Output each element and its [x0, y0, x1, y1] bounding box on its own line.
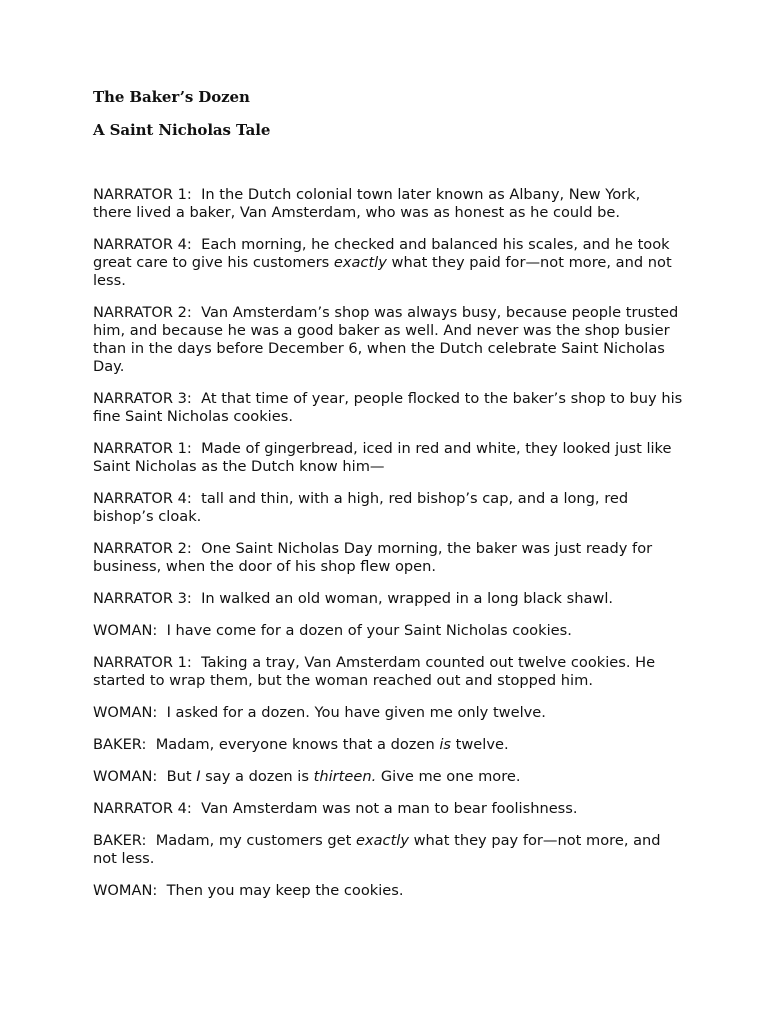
dialogue-text: Madam, my customers get	[155, 832, 356, 849]
speaker-label: NARRATOR 3:	[93, 590, 192, 607]
emphasized-text: is	[439, 736, 452, 753]
speaker-label: BAKER:	[93, 736, 147, 753]
script-paragraph	[93, 654, 683, 690]
dialogue-text: say a dozen is	[200, 768, 314, 785]
dialogue-text: what they pay for—not more, and not less.	[93, 832, 661, 867]
speaker-label: NARRATOR 3:	[93, 390, 192, 407]
script-paragraph	[93, 186, 683, 222]
script-paragraph	[93, 832, 683, 868]
dialogue-text: Taking a tray, Van Amsterdam counted out twelve cookies. He started to wrap them, but the woman reached out and stopped him.	[93, 654, 656, 689]
dialogue-text: tall and thin, with a high, red bishop’s cap, and a long, red bishop’s cloak.	[93, 490, 629, 525]
script-paragraph	[93, 800, 683, 818]
dialogue-text: Each morning, he checked and balanced his scales, and he took great care to give his customers	[93, 236, 670, 271]
dialogue-text: Van Amsterdam was not a man to bear foolishness.	[201, 800, 578, 817]
document-title: The Baker’s Dozen	[93, 88, 250, 106]
dialogue-text: what they paid for—not more, and not less.	[93, 254, 672, 289]
script-paragraph	[93, 440, 683, 476]
emphasized-text: I	[196, 768, 201, 785]
speaker-label: NARRATOR 2:	[93, 304, 192, 321]
script-paragraph	[93, 540, 683, 576]
document-subtitle: A Saint Nicholas Tale	[93, 121, 271, 139]
dialogue-text: Then you may keep the cookies.	[166, 882, 404, 899]
script-paragraph	[93, 390, 683, 426]
speaker-label: WOMAN:	[93, 622, 158, 639]
emphasized-text: exactly	[355, 832, 409, 849]
speaker-label: WOMAN:	[93, 704, 158, 721]
speaker-label: WOMAN:	[93, 882, 158, 899]
speaker-label: NARRATOR 1:	[93, 186, 192, 203]
speaker-label: NARRATOR 1:	[93, 440, 192, 457]
script-paragraph	[93, 882, 683, 900]
dialogue-text: Give me one more.	[376, 768, 521, 785]
dialogue-text: Made of gingerbread, iced in red and white, they looked just like Saint Nicholas as the Dutch know him—	[93, 440, 672, 475]
script-paragraph	[93, 622, 683, 640]
speaker-label: BAKER:	[93, 832, 147, 849]
dialogue-text: Van Amsterdam’s shop was always busy, because people trusted him, and because he was a good baker as well. And never was the shop busier than in the days before December 6, when the Dutch celebrate Saint Nicholas Day.	[93, 304, 679, 375]
dialogue-text: At that time of year, people flocked to the baker’s shop to buy his fine Saint Nicholas cookies.	[93, 390, 683, 425]
dialogue-text: I have come for a dozen of your Saint Nicholas cookies.	[166, 622, 572, 639]
speaker-label: NARRATOR 1:	[93, 654, 192, 671]
script-paragraph	[93, 768, 683, 786]
dialogue-text: But	[166, 768, 197, 785]
script-paragraph	[93, 236, 683, 290]
dialogue-text: Madam, everyone knows that a dozen	[155, 736, 440, 753]
emphasized-text: exactly	[333, 254, 387, 271]
script-paragraph	[93, 490, 683, 526]
dialogue-text: I asked for a dozen. You have given me only twelve.	[166, 704, 546, 721]
speaker-label: NARRATOR 2:	[93, 540, 192, 557]
script-paragraph	[93, 304, 683, 376]
speaker-label: NARRATOR 4:	[93, 236, 192, 253]
dialogue-text: twelve.	[451, 736, 509, 753]
emphasized-text: thirteen.	[313, 768, 377, 785]
script-paragraph	[93, 736, 683, 754]
speaker-label: NARRATOR 4:	[93, 800, 192, 817]
script-paragraph	[93, 590, 683, 608]
dialogue-text: In walked an old woman, wrapped in a long black shawl.	[201, 590, 614, 607]
dialogue-text: One Saint Nicholas Day morning, the baker was just ready for business, when the door of his shop flew open.	[93, 540, 653, 575]
speaker-label: NARRATOR 4:	[93, 490, 192, 507]
script-paragraph	[93, 704, 683, 722]
script-body	[93, 186, 683, 914]
dialogue-text: In the Dutch colonial town later known as Albany, New York, there lived a baker, Van Amsterdam, who was as honest as he could be.	[93, 186, 641, 221]
speaker-label: WOMAN:	[93, 768, 158, 785]
